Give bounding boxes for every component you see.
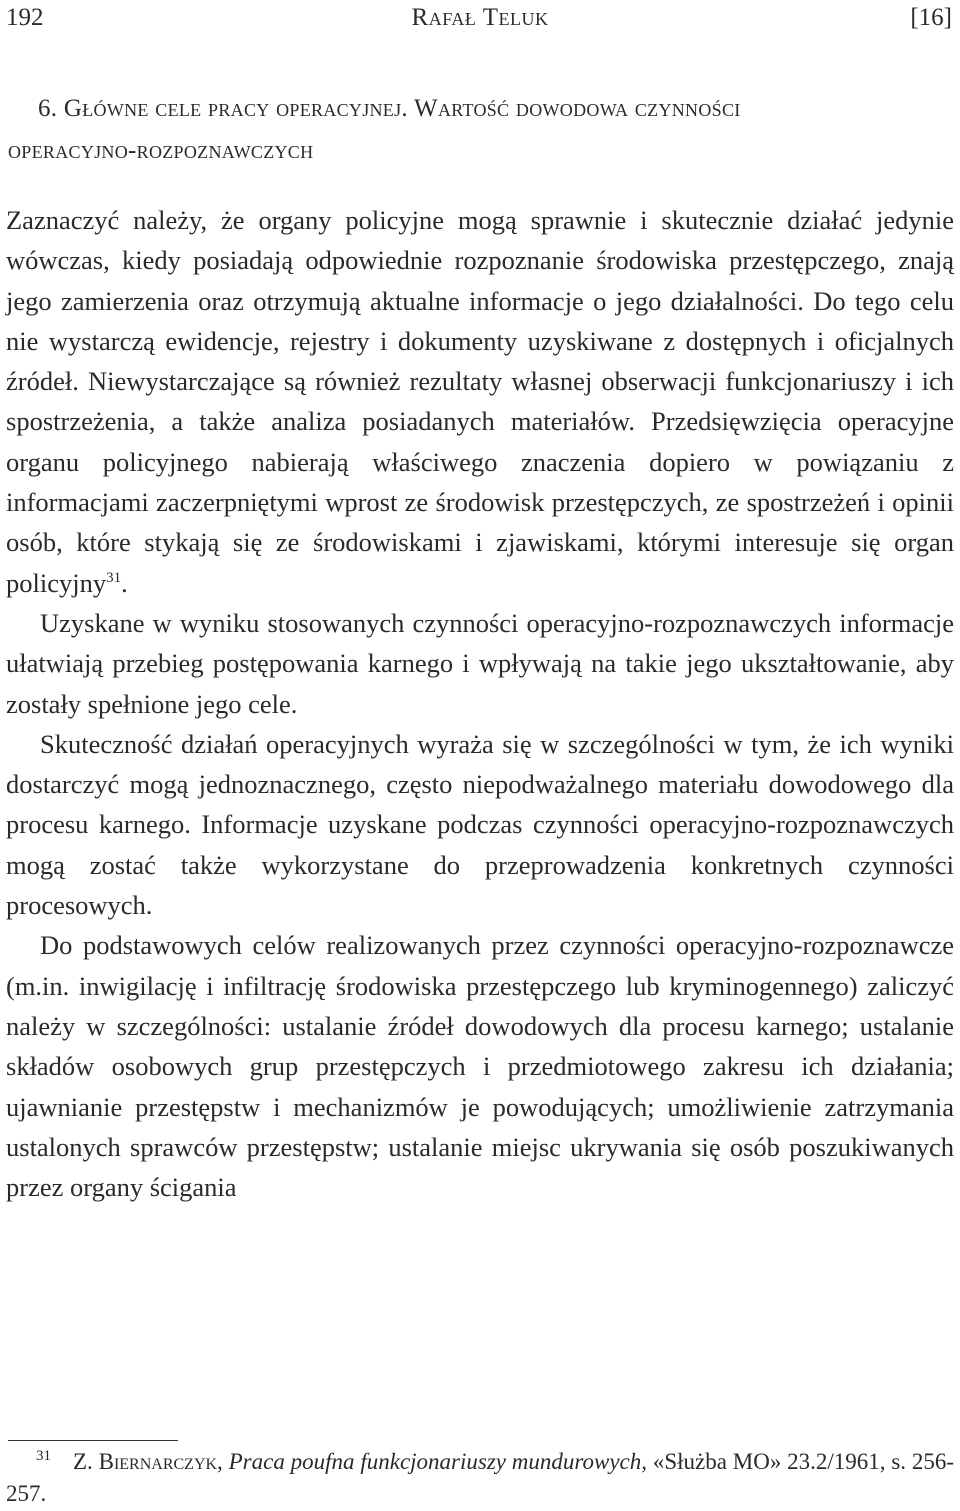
section-heading-line1: 6. Główne cele pracy operacyjnej. Wartość dowodowa czynności [38, 95, 741, 122]
footnote-ref: 31 [106, 569, 122, 586]
running-head-author: Rafał Teluk [411, 4, 549, 31]
footnote-source: «Służba MO» 23.2/1961, s. 256-257. [6, 1449, 954, 1506]
footnote-rule [8, 1440, 178, 1441]
page-number: 192 [6, 4, 44, 31]
paragraph: Do podstawowych celów realizowanych przez czynności operacyjno-rozpoznawcze (m.in. inwigilację i infiltrację środowiska przestępczego lub kryminogennego) zaliczyć należy w szczególności: ustalanie źródeł dowodowych dla procesu karnego; ustalanie składów osobowych grup przestępczych i przedmiotowego zakresu ich działania; ujawnianie przestępstw i mechanizmów je powodujących; umożliwienie zatrzymania ustalonych sprawców przestępstw; ustalanie miejsc ukrywania się osób poszukiwanych przez organy ścigania [6, 930, 954, 1203]
section-heading [8, 88, 948, 172]
footnote-title: Praca poufna funkcjonariuszy mundurowych, [228, 1449, 648, 1474]
section-marker: [16] [910, 4, 952, 31]
footnote [6, 1446, 954, 1510]
paragraph-text: Zaznaczyć należy, że organy policyjne mogą sprawnie i skutecznie działać jedynie wówczas, kiedy posiadają odpowiednie rozpoznanie środowiska przestępczego, znają jego zamierzenia oraz otrzymują aktualne informacje o jego działalności. Do tego celu nie wystarczą ewidencje, rejestry i dokumenty uzyskiwane z dostępnych i oficjalnych źródeł. Niewystarczające są również rezultaty własnej obserwacji funkcjonariuszy i ich spostrzeżenia, a także analiza posiadanych materiałów. Przedsięwzięcia operacyjne organu policyjnego nabierają właściwego znaczenia dopiero w powiązaniu z informacjami zaczerpniętymi wprost ze środowisk przestępczych, ze spostrzeżeń i opinii osób, które stykają się ze środowiskami i zjawiskami, którymi interesuje się organ policyjny [6, 205, 954, 598]
footnote-number: 31 [36, 1448, 51, 1464]
paragraph-tail: . [121, 567, 128, 598]
footnote-author: Z. Biernarczyk, [73, 1449, 223, 1474]
paragraph: Uzyskane w wyniku stosowanych czynności operacyjno-rozpoznawczych informacje ułatwiają przebieg postępowania karnego i wpływają na takie jego ukształtowanie, aby zostały spełnione jego cele. [6, 607, 954, 719]
paragraph: Skuteczność działań operacyjnych wyraża się w szczególności w tym, że ich wyniki dostarczyć mogą jednoznacznego, często niepodważalnego materiału dowodowego dla procesu karnego. Informacje uzyskane podczas czynności operacyjno-rozpoznawczych mogą zostać także wykorzystane do przeprowadzenia konkretnych czynności procesowych. [6, 728, 954, 921]
running-header [0, 0, 960, 40]
section-heading-line2: operacyjno-rozpoznawczych [8, 137, 314, 164]
body-text [6, 200, 954, 1207]
paragraph [6, 200, 954, 603]
